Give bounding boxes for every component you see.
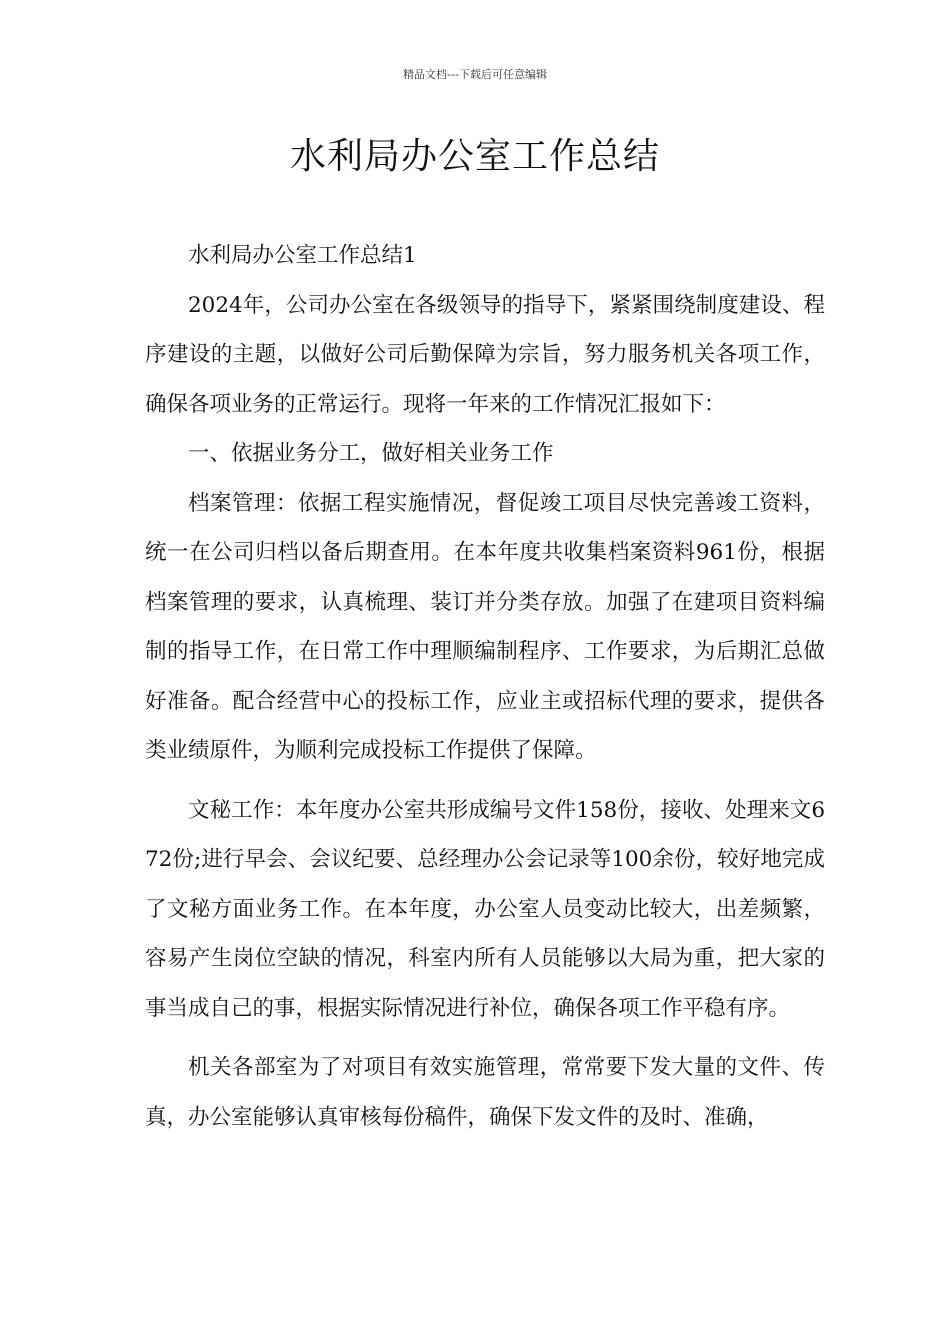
document-title: 水利局办公室工作总结 bbox=[289, 136, 660, 177]
paragraph-document-review: 机关各部室为了对项目有效实施管理，常常要下发大量的文件、传真，办公室能够认真审核每份稿件，确保下发文件的及时、准确， bbox=[145, 1055, 825, 1130]
paragraph-secretarial-work: 文秘工作：本年度办公室共形成编号文件158份，接收、处理来文672份;进行早会、会议纪要、总经理办公会记录等100余份，较好地完成了文秘方面业务工作。在本年度，办公室人员变动比较大，出差频繁，容易产生岗位空缺的情况，科室内所有人员能够以大局为重，把大家的事当成自己的事，根据实际情况进行补位，确保各项工作平稳有序。 bbox=[145, 797, 825, 1021]
paragraph-intro: 2024年，公司办公室在各级领导的指导下，紧紧围绕制度建设、程序建设的主题，以做好公司后勤保障为宗旨，努力服务机关各项工作，确保各项业务的正常运行。现将一年来的工作情况汇报如下： bbox=[145, 292, 825, 417]
section-heading: 水利局办公室工作总结1 bbox=[188, 243, 417, 268]
document-body bbox=[145, 231, 825, 1142]
paragraph-archive-management: 档案管理：依据工程实施情况，督促竣工项目尽快完善竣工资料，统一在公司归档以备后期查用。在本年度共收集档案资料961份，根据档案管理的要求，认真梳理、装订并分类存放。加强了在建项目资料编制的指导工作，在日常工作中理顺编制程序、工作要求，为后期汇总做好准备。配合经营中心的投标工作，应业主或招标代理的要求，提供各类业绩原件，为顺利完成投标工作提供了保障。 bbox=[145, 490, 825, 763]
subsection-heading: 一、依据业务分工，做好相关业务工作 bbox=[188, 441, 554, 466]
header-note: 精品文档---下载后可任意编辑 bbox=[403, 68, 547, 81]
